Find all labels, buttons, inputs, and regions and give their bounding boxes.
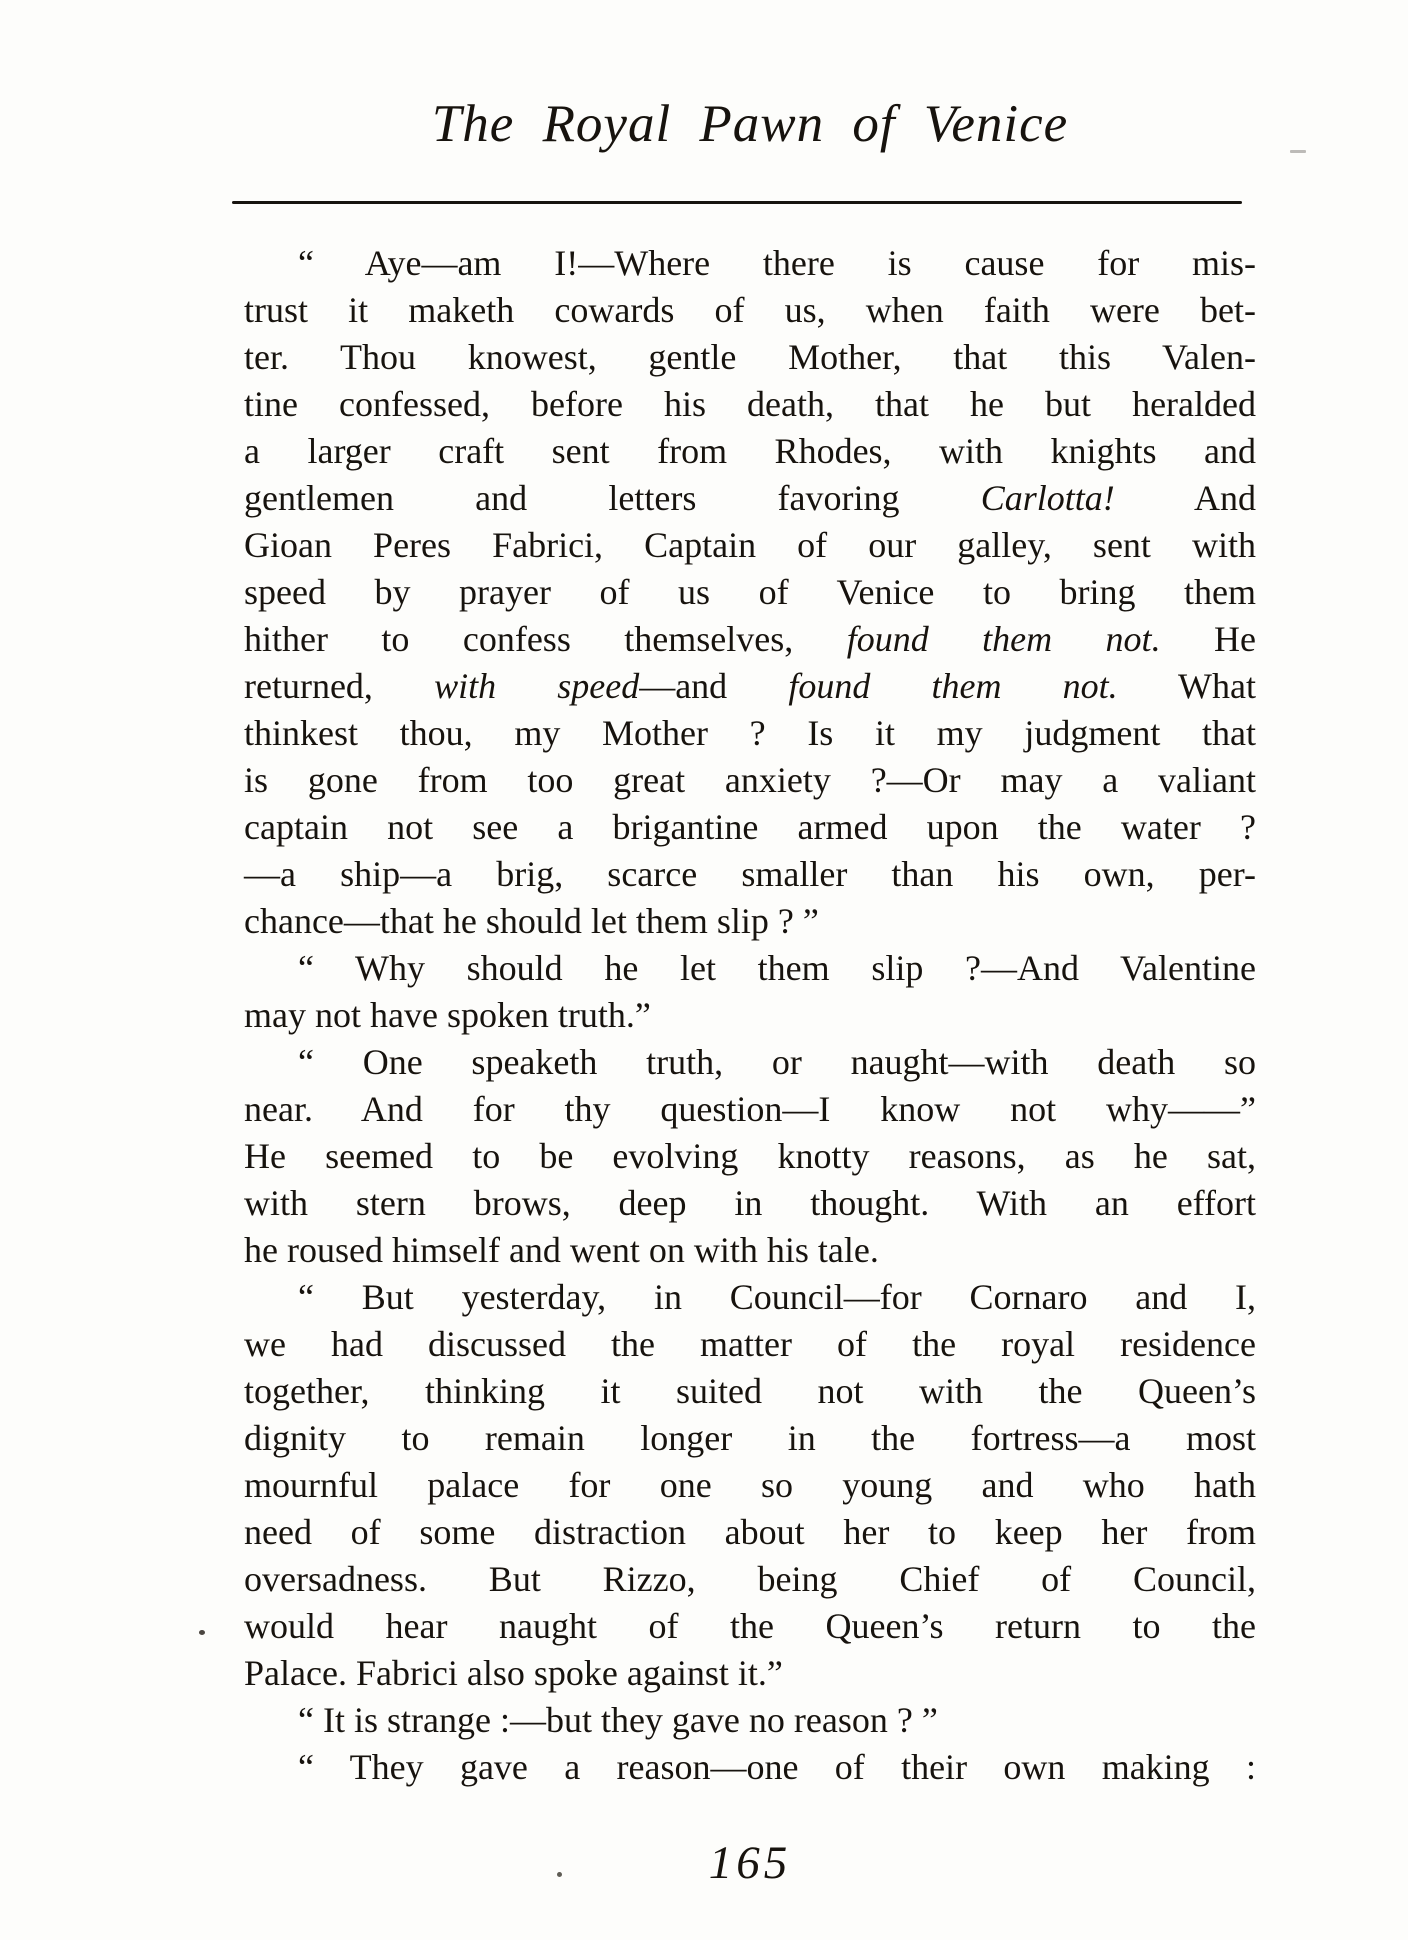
text-segment: He seemed to be evolving knotty reasons, as he sat, <box>244 1136 1256 1176</box>
text-line <box>244 428 1256 475</box>
text-line <box>244 1321 1256 1368</box>
text-segment: would hear naught of the Queen’s return to the <box>244 1606 1256 1646</box>
text-segment: dignity to remain longer in the fortress—a most <box>244 1418 1256 1458</box>
text-line <box>244 804 1256 851</box>
text-segment: a larger craft sent from Rhodes, with knights and <box>244 431 1256 471</box>
text-segment: “ Aye—am I!—Where there is cause for mis- <box>298 243 1256 283</box>
text-line <box>244 1415 1256 1462</box>
text-line <box>244 1556 1256 1603</box>
text-segment: need of some distraction about her to keep her from <box>244 1512 1256 1552</box>
text-line <box>244 1274 1256 1321</box>
text-segment: near. And for thy question—I know not why——” <box>244 1089 1256 1129</box>
text-line <box>244 1462 1256 1509</box>
text-line <box>244 1180 1256 1227</box>
text-line <box>244 1368 1256 1415</box>
text-line <box>244 898 1256 945</box>
text-line <box>244 1697 1256 1744</box>
text-segment: Gioan Peres Fabrici, Captain of our galley, sent with <box>244 525 1256 565</box>
text-segment: “ Why should he let them slip ?—And Valentine <box>298 948 1256 988</box>
text-segment: captain not see a brigantine armed upon the water ? <box>244 807 1256 847</box>
text-line <box>244 240 1256 287</box>
text-line <box>244 1039 1256 1086</box>
text-segment: we had discussed the matter of the royal residence <box>244 1324 1256 1364</box>
page-number: 165 <box>708 1837 792 1889</box>
text-line <box>244 334 1256 381</box>
text-line <box>244 851 1256 898</box>
text-line <box>244 616 1256 663</box>
text-line <box>244 1744 1256 1791</box>
text-segment: “ But yesterday, in Council—for Cornaro and I, <box>298 1277 1256 1317</box>
italic-text-segment: found them not. <box>846 619 1161 659</box>
text-line <box>244 1086 1256 1133</box>
italic-text-segment: found them not. <box>788 666 1118 706</box>
text-line <box>244 663 1256 710</box>
text-segment: tine confessed, before his death, that he but heralded <box>244 384 1256 424</box>
text-segment: trust it maketh cowards of us, when faith were bet- <box>244 290 1256 330</box>
text-line <box>244 1603 1256 1650</box>
text-line <box>244 1650 1256 1697</box>
text-segment: thinkest thou, my Mother ? Is it my judgment that <box>244 713 1256 753</box>
text-line <box>244 381 1256 428</box>
text-line <box>244 945 1256 992</box>
text-segment: What <box>1117 666 1257 706</box>
text-segment: Palace. Fabrici also spoke against it.” <box>244 1653 783 1693</box>
text-line <box>244 1133 1256 1180</box>
text-segment: “ They gave a reason—one of their own making : <box>298 1747 1256 1787</box>
text-segment: chance—that he should let them slip ? ” <box>244 901 819 941</box>
text-line <box>244 522 1256 569</box>
scan-artifact-dash <box>1290 150 1306 153</box>
text-segment: may not have spoken truth.” <box>244 995 651 1035</box>
text-segment: mournful palace for one so young and who hath <box>244 1465 1256 1505</box>
text-line <box>244 757 1256 804</box>
text-segment: with stern brows, deep in thought. With an effort <box>244 1183 1256 1223</box>
text-line <box>244 287 1256 334</box>
text-segment: he roused himself and went on with his tale. <box>244 1230 879 1270</box>
italic-text-segment: Carlotta! <box>980 478 1115 518</box>
text-segment: He <box>1160 619 1257 659</box>
text-segment: returned, <box>244 666 435 706</box>
scan-speck <box>199 1630 205 1635</box>
text-segment: speed by prayer of us of Venice to bring them <box>244 572 1256 612</box>
text-segment: ter. Thou knowest, gentle Mother, that this Valen- <box>244 337 1256 377</box>
text-line <box>244 710 1256 757</box>
header-rule <box>232 201 1242 204</box>
text-segment: gentlemen and letters favoring <box>244 478 981 518</box>
italic-text-segment: with speed <box>434 666 640 706</box>
text-line <box>244 1509 1256 1556</box>
text-segment: “ One speaketh truth, or naught—with death so <box>298 1042 1256 1082</box>
text-line <box>244 1227 1256 1274</box>
text-line <box>244 475 1256 522</box>
text-segment: is gone from too great anxiety ?—Or may a valiant <box>244 760 1256 800</box>
text-segment: —and <box>639 666 789 706</box>
text-segment: oversadness. But Rizzo, being Chief of Council, <box>244 1559 1256 1599</box>
text-segment: —a ship—a brig, scarce smaller than his own, per- <box>244 854 1256 894</box>
text-segment: together, thinking it suited not with the Queen’s <box>244 1371 1256 1411</box>
text-segment: “ It is strange :—but they gave no reason ? ” <box>298 1700 938 1740</box>
running-header-title: The Royal Pawn of Venice <box>431 95 1069 153</box>
scan-speck <box>557 1872 562 1877</box>
text-segment: And <box>1114 478 1257 518</box>
text-line <box>244 992 1256 1039</box>
text-line <box>244 569 1256 616</box>
page-body-text <box>244 240 1256 1791</box>
text-segment: hither to confess themselves, <box>244 619 847 659</box>
